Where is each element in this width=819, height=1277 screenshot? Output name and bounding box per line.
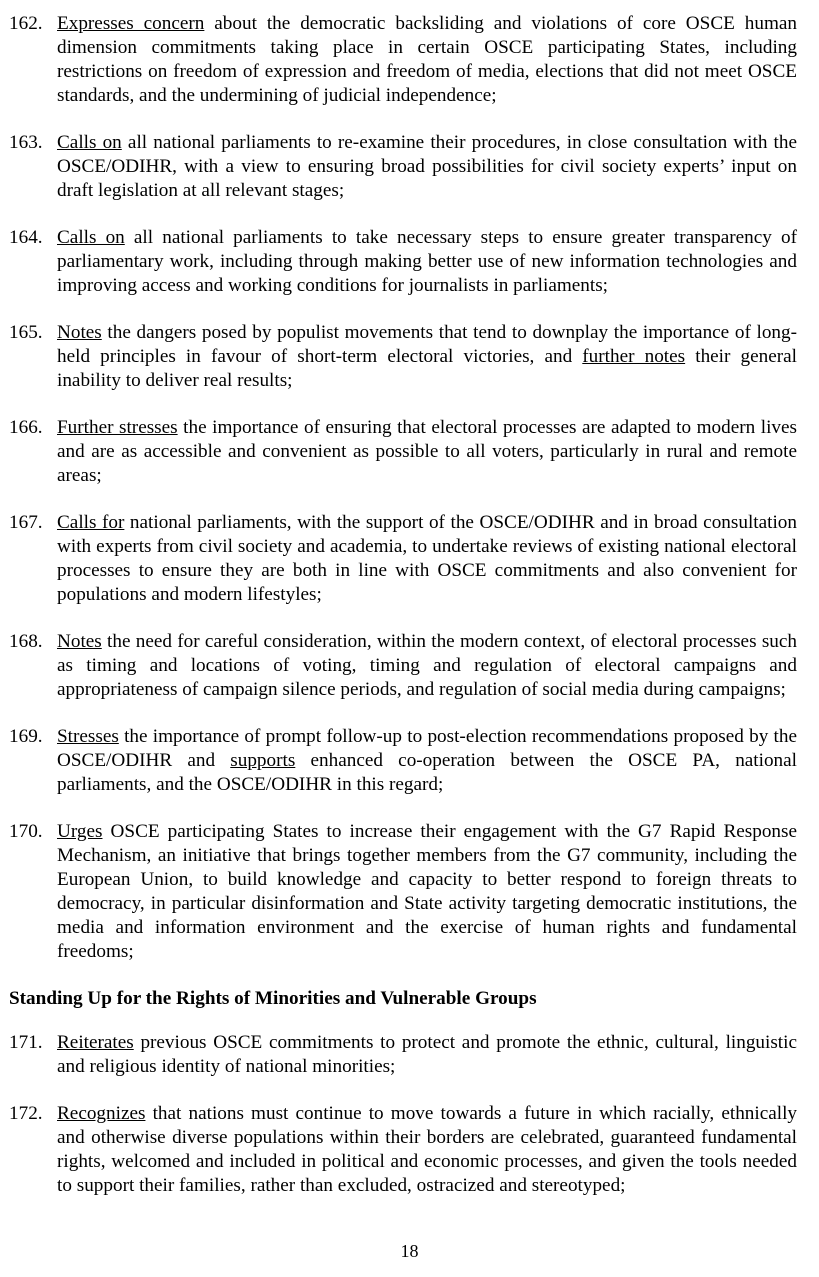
- operative-keyword: Reiterates: [57, 1032, 134, 1053]
- paragraph-162: [0, 12, 819, 108]
- page-number: 18: [400, 1241, 419, 1261]
- paragraph-text: OSCE participating States to increase their engagement with the G7 Rapid Response Mechanism, an initiative that brings together members from the G7 community, including the European Union, to build knowledge and capacity to better respond to foreign threats to democracy, in particular disinformation and State activity targeting democratic institutions, the media and information environment and the exercise of human rights and fundamental freedoms;: [57, 821, 797, 962]
- paragraph-text: the importance of prompt follow-up to post-election recommendations proposed by the OSCE/ODIHR and: [57, 726, 797, 771]
- paragraph-text: the importance of ensuring that electoral processes are adapted to modern lives and are as accessible and convenient as possible to all voters, particularly in rural and remote areas;: [57, 417, 797, 486]
- section-heading: Standing Up for the Rights of Minorities and Vulnerable Groups: [9, 988, 537, 1009]
- paragraph-text: national parliaments, with the support of the OSCE/ODIHR and in broad consultation with experts from civil society and academia, to undertake reviews of existing national electoral processes to ensure they are both in line with OSCE commitments and also convenient for populations and modern lifestyles;: [57, 512, 797, 605]
- paragraph-167: [0, 511, 819, 607]
- operative-keyword-secondary: further notes: [582, 346, 686, 367]
- operative-keyword: Notes: [57, 322, 102, 343]
- paragraph-number: 164.: [9, 227, 43, 248]
- operative-keyword: Recognizes: [57, 1103, 146, 1124]
- operative-keyword-secondary: supports: [230, 750, 296, 771]
- paragraph-text-continued: enhanced co-operation between the OSCE PA, national parliaments, and the OSCE/ODIHR in this regard;: [57, 750, 797, 795]
- paragraph-number: 165.: [9, 322, 43, 343]
- operative-keyword: Calls on: [57, 132, 122, 153]
- operative-keyword: Notes: [57, 631, 102, 652]
- paragraph-164: [0, 226, 819, 298]
- paragraph-text: the dangers posed by populist movements that tend to downplay the importance of long-held principles in favour of short-term electoral victories, and: [57, 322, 797, 367]
- paragraph-number: 169.: [9, 726, 43, 747]
- paragraph-172: [0, 1102, 819, 1198]
- paragraph-168: [0, 630, 819, 702]
- paragraph-number: 170.: [9, 821, 43, 842]
- paragraph-text: that nations must continue to move towards a future in which racially, ethnically and otherwise diverse populations within their borders are celebrated, guaranteed fundamental rights, welcomed and included in political and economic processes, and given the tools needed to support their families, rather than excluded, ostracized and stereotyped;: [57, 1103, 797, 1196]
- paragraph-number: 171.: [9, 1032, 43, 1053]
- paragraph-169: [0, 725, 819, 797]
- paragraph-text: all national parliaments to re-examine their procedures, in close consultation with the OSCE/ODIHR, with a view to ensuring broad possibilities for civil society experts’ input on draft legislation at all relevant stages;: [57, 132, 797, 201]
- paragraph-number: 172.: [9, 1103, 43, 1124]
- operative-keyword: Stresses: [57, 726, 119, 747]
- operative-keyword: Calls on: [57, 227, 125, 248]
- paragraph-text-continued: their general inability to deliver real results;: [57, 346, 797, 391]
- paragraph-text: the need for careful consideration, within the modern context, of electoral processes such as timing and locations of voting, timing and regulation of electoral campaigns and appropriateness of campaign silence periods, and regulation of social media during campaigns;: [57, 631, 797, 700]
- paragraph-number: 167.: [9, 512, 43, 533]
- paragraph-171: [0, 1031, 819, 1079]
- paragraph-number: 168.: [9, 631, 43, 652]
- paragraph-text: all national parliaments to take necessary steps to ensure greater transparency of parliamentary work, including through making better use of new information technologies and improving access and working conditions for journalists in parliaments;: [57, 227, 797, 296]
- operative-keyword: Calls for: [57, 512, 125, 533]
- paragraph-170: [0, 820, 819, 964]
- operative-keyword: Further stresses: [57, 417, 178, 438]
- paragraph-number: 163.: [9, 132, 43, 153]
- document-body: [0, 12, 819, 1221]
- paragraph-text: previous OSCE commitments to protect and promote the ethnic, cultural, linguistic and religious identity of national minorities;: [57, 1032, 797, 1077]
- paragraph-number: 166.: [9, 417, 43, 438]
- paragraph-166: [0, 416, 819, 488]
- operative-keyword: Urges: [57, 821, 103, 842]
- paragraph-text: about the democratic backsliding and violations of core OSCE human dimension commitments taking place in certain OSCE participating States, including restrictions on freedom of expression and freedom of media, elections that did not meet OSCE standards, and the undermining of judicial independence;: [57, 13, 797, 106]
- operative-keyword: Expresses concern: [57, 13, 205, 34]
- paragraph-165: [0, 321, 819, 393]
- paragraph-163: [0, 131, 819, 203]
- paragraph-number: 162.: [9, 13, 43, 34]
